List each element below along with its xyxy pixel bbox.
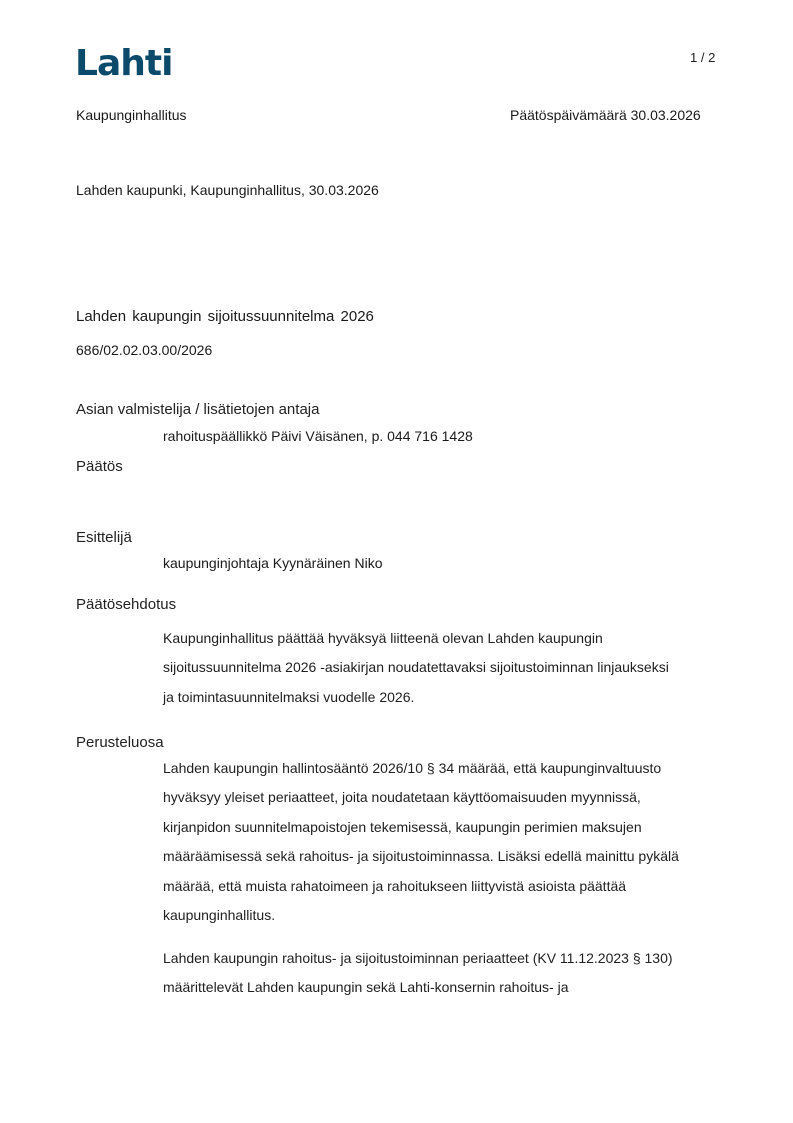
source-line: Lahden kaupunki, Kaupunginhallitus, 30.03.2026: [76, 182, 379, 198]
presenter-heading: Esittelijä: [76, 529, 132, 546]
rationale-line: määrää, että muista rahatoimeen ja rahoitukseen liittyvistä asioista päättää: [163, 877, 627, 894]
rationale-line: kaupunginhallitus.: [163, 907, 276, 924]
page-number: 1 / 2: [690, 50, 716, 65]
rationale-line: hyväksyy yleiset periaatteet, joita noudatetaan käyttöomaisuuden myynnissä,: [163, 789, 641, 806]
body-name: Kaupunginhallitus: [76, 107, 187, 123]
decision-date: Päätöspäivämäärä 30.03.2026: [510, 107, 701, 123]
item-reference: 686/02.02.03.00/2026: [76, 342, 213, 358]
rationale-line: Lahden kaupungin hallintosääntö 2026/10 § 34 määrää, että kaupunginvaltuusto: [163, 760, 662, 776]
rationale-line: kirjanpidon suunnitelmapoistojen tekemisessä, kaupungin perimien maksujen: [163, 818, 642, 835]
lahti-logo: Lahti: [75, 43, 173, 84]
proposal-line: Kaupunginhallitus päättää hyväksyä liitteenä olevan Lahden kaupungin: [163, 630, 603, 646]
preparer-heading: Asian valmistelija / lisätietojen antaja: [76, 401, 320, 418]
decision-heading: Päätös: [76, 458, 123, 475]
rationale-paragraph-1: [163, 754, 733, 930]
item-title: Lahden kaupungin sijoitussuunnitelma 2026: [76, 308, 374, 325]
proposal-line: sijoitussuunnitelma 2026 -asiakirjan noudatettavaksi sijoitustoiminnan linjaukseksi: [163, 659, 669, 676]
preparer-value: rahoituspäällikkö Päivi Väisänen, p. 044 716 1428: [163, 428, 473, 444]
rationale-paragraph-2: [163, 944, 733, 1003]
rationale-heading: Perusteluosa: [76, 734, 164, 751]
rationale-line: Lahden kaupungin rahoitus- ja sijoitustoiminnan periaatteet (KV 11.12.2023 § 130): [163, 950, 673, 966]
presenter-value: kaupunginjohtaja Kyynäräinen Niko: [163, 555, 383, 571]
proposal-text: [163, 624, 733, 712]
proposal-line: ja toimintasuunnitelmaksi vuodelle 2026.: [163, 688, 415, 705]
proposal-heading: Päätösehdotus: [76, 596, 177, 613]
rationale-line: määrittelevät Lahden kaupungin sekä Lahti-konsernin rahoitus- ja: [163, 979, 569, 996]
rationale-line: määräämisessä sekä rahoitus- ja sijoitustoiminnassa. Lisäksi edellä mainittu pykälä: [163, 848, 679, 865]
